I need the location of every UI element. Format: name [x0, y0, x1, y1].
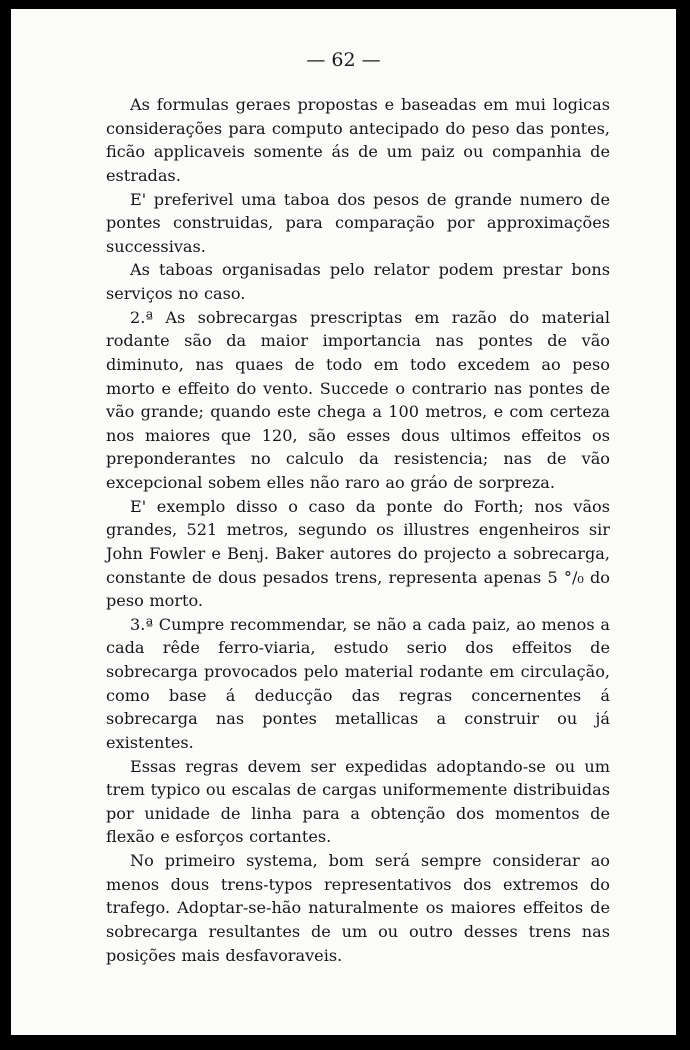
paragraph: No primeiro systema, bom será sempre considerar ao menos dous trens-typos representativos dos extremos do trafego. Adoptar-se-hão naturalmente os maiores effeitos de sobrecarga resultantes de um ou outro desses trens nas posições mais desfavoraveis. [106, 851, 610, 965]
paragraph: 3.ª Cumpre recommendar, se não a cada paiz, ao menos a cada rêde ferro-viaria, estudo serio dos effeitos de sobrecarga provocados pelo material rodante em circulação, como base á deducção das regras concernentes á sobrecarga nas pontes metallicas a construir ou já existentes. [106, 614, 610, 752]
paragraph: E' exemplo disso o caso da ponte do Forth; nos vãos grandes, 521 metros, segundo os illustres engenheiros sir John Fowler e Benj. Baker autores do projecto a sobrecarga, constante de dous pesados trens, representa apenas 5 °/₀ do peso morto. [106, 496, 610, 611]
book-page [11, 9, 676, 1035]
paragraph: 2.ª As sobrecargas prescriptas em razão do material rodante são da maior importancia nas pontes de vão diminuto, nas quaes de todo em todo excedem ao peso morto e effeito do vento. Succede o contrario nas pontes de vão grande; quando este chega a 100 metros, e com certeza nos maiores que 120, são esses dous ultimos effeitos os preponderantes no calculo da resistencia; nas de vão excepcional sobem elles não raro ao gráo de sorpreza. [106, 307, 610, 492]
paragraph: As formulas geraes propostas e baseadas em mui logicas considerações para computo antecipado do peso das pontes, ficão applicaveis somente ás de um paiz ou companhia de estradas. [106, 95, 610, 185]
paragraph: Essas regras devem ser expedidas adoptando-se ou um trem typico ou escalas de cargas uniformemente distribuidas por unidade de linha para a obtenção dos momentos de flexão e esforços cortantes. [106, 756, 610, 847]
body-text [106, 93, 610, 967]
page-number: — 62 — [306, 49, 381, 71]
paragraph: As taboas organisadas pelo relator podem prestar bons serviços no caso. [106, 260, 610, 303]
paragraph: E' preferivel uma taboa dos pesos de grande numero de pontes construidas, para comparação por approximações successivas. [106, 189, 610, 256]
